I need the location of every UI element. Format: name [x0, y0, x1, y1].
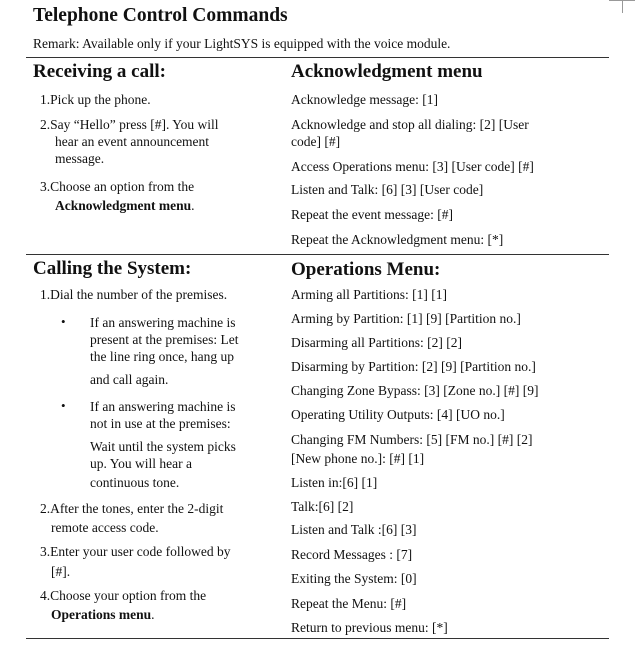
receiving-step-2-line-2: hear an event announcement [55, 134, 210, 149]
receiving-step-3-line-2 [55, 197, 195, 214]
ops-heading: Operations Menu: [291, 259, 441, 280]
ack-item: Listen and Talk: [6] [3] [User code] [291, 182, 484, 197]
receiving-step-2-line-1: 2.Say “Hello” press [#]. You will [40, 117, 219, 132]
calling-step-2-line-2: remote access code. [51, 520, 159, 535]
ops-item: Talk:[6] [2] [291, 499, 354, 514]
bullet-2-line-2: not in use at the premises: [90, 416, 231, 431]
ops-item: Operating Utility Outputs: [4] [UO no.] [291, 407, 505, 422]
divider-top [26, 57, 609, 58]
calling-step-3-line-1: 3.Enter your user code followed by [40, 544, 231, 559]
calling-heading: Calling the System: [33, 258, 192, 279]
ack-item: Repeat the Acknowledgment menu: [*] [291, 232, 504, 247]
receiving-step-3-line-1: 3.Choose an option from the [40, 179, 195, 194]
bullet-2-line-3: Wait until the system picks [90, 439, 236, 454]
ops-item: Exiting the System: [0] [291, 571, 417, 586]
calling-step-2-line-1: 2.After the tones, enter the 2-digit [40, 501, 224, 516]
ack-heading: Acknowledgment menu [291, 61, 483, 82]
bullet-1-line-1: If an answering machine is [90, 315, 236, 330]
receiving-step-2-line-3: message. [55, 151, 105, 166]
ack-item: Access Operations menu: [3] [User code] [#] [291, 159, 534, 174]
bullet-icon: • [61, 398, 66, 413]
divider-bottom [26, 638, 609, 639]
page-title: Telephone Control Commands [33, 5, 288, 26]
ops-item: Arming all Partitions: [1] [1] [291, 287, 447, 302]
remark-text: Remark: Available only if your LightSYS is equipped with the voice module. [33, 36, 451, 51]
ops-menu-ref: Operations menu [51, 607, 152, 622]
ack-item: code] [#] [291, 134, 341, 149]
divider-middle [26, 254, 609, 255]
bullet-1-line-3: the line ring once, hang up [90, 349, 234, 364]
bullet-1-line-4: and call again. [90, 372, 169, 387]
ack-menu-ref: Acknowledgment menu [55, 198, 192, 213]
ack-item: Repeat the event message: [#] [291, 207, 453, 222]
calling-step-3-line-2: [#]. [51, 564, 71, 579]
ops-item: Changing Zone Bypass: [3] [Zone no.] [#] [9] [291, 383, 539, 398]
ops-item: Listen in:[6] [1] [291, 475, 378, 490]
bullet-2-line-5: continuous tone. [90, 475, 180, 490]
corner-mark-vertical [622, 0, 623, 13]
ops-item: Record Messages : [7] [291, 547, 413, 562]
bullet-1-line-2: present at the premises: Let [90, 332, 239, 347]
bullet-icon: • [61, 314, 66, 329]
calling-step-1: 1.Dial the number of the premises. [40, 287, 228, 302]
receiving-step-1: 1.Pick up the phone. [40, 92, 151, 107]
ops-item: [New phone no.]: [#] [1] [291, 451, 425, 466]
calling-step-4-line-1: 4.Choose your option from the [40, 588, 207, 603]
ops-item: Changing FM Numbers: [5] [FM no.] [#] [2] [291, 432, 533, 447]
ops-item: Arming by Partition: [1] [9] [Partition no.] [291, 311, 521, 326]
ops-item: Repeat the Menu: [#] [291, 596, 407, 611]
ops-item: Disarming by Partition: [2] [9] [Partition no.] [291, 359, 536, 374]
ops-menu-ref-period: . [151, 607, 155, 622]
bullet-2-line-4: up. You will hear a [90, 456, 192, 471]
ops-item: Return to previous menu: [*] [291, 620, 448, 635]
ack-item: Acknowledge and stop all dialing: [2] [User [291, 117, 529, 132]
receiving-heading: Receiving a call: [33, 61, 166, 82]
ack-item: Acknowledge message: [1] [291, 92, 438, 107]
ops-item: Listen and Talk :[6] [3] [291, 522, 417, 537]
calling-step-4-line-2 [51, 606, 155, 623]
ops-item: Disarming all Partitions: [2] [2] [291, 335, 462, 350]
ack-menu-ref-period: . [191, 198, 195, 213]
bullet-2-line-1: If an answering machine is [90, 399, 236, 414]
